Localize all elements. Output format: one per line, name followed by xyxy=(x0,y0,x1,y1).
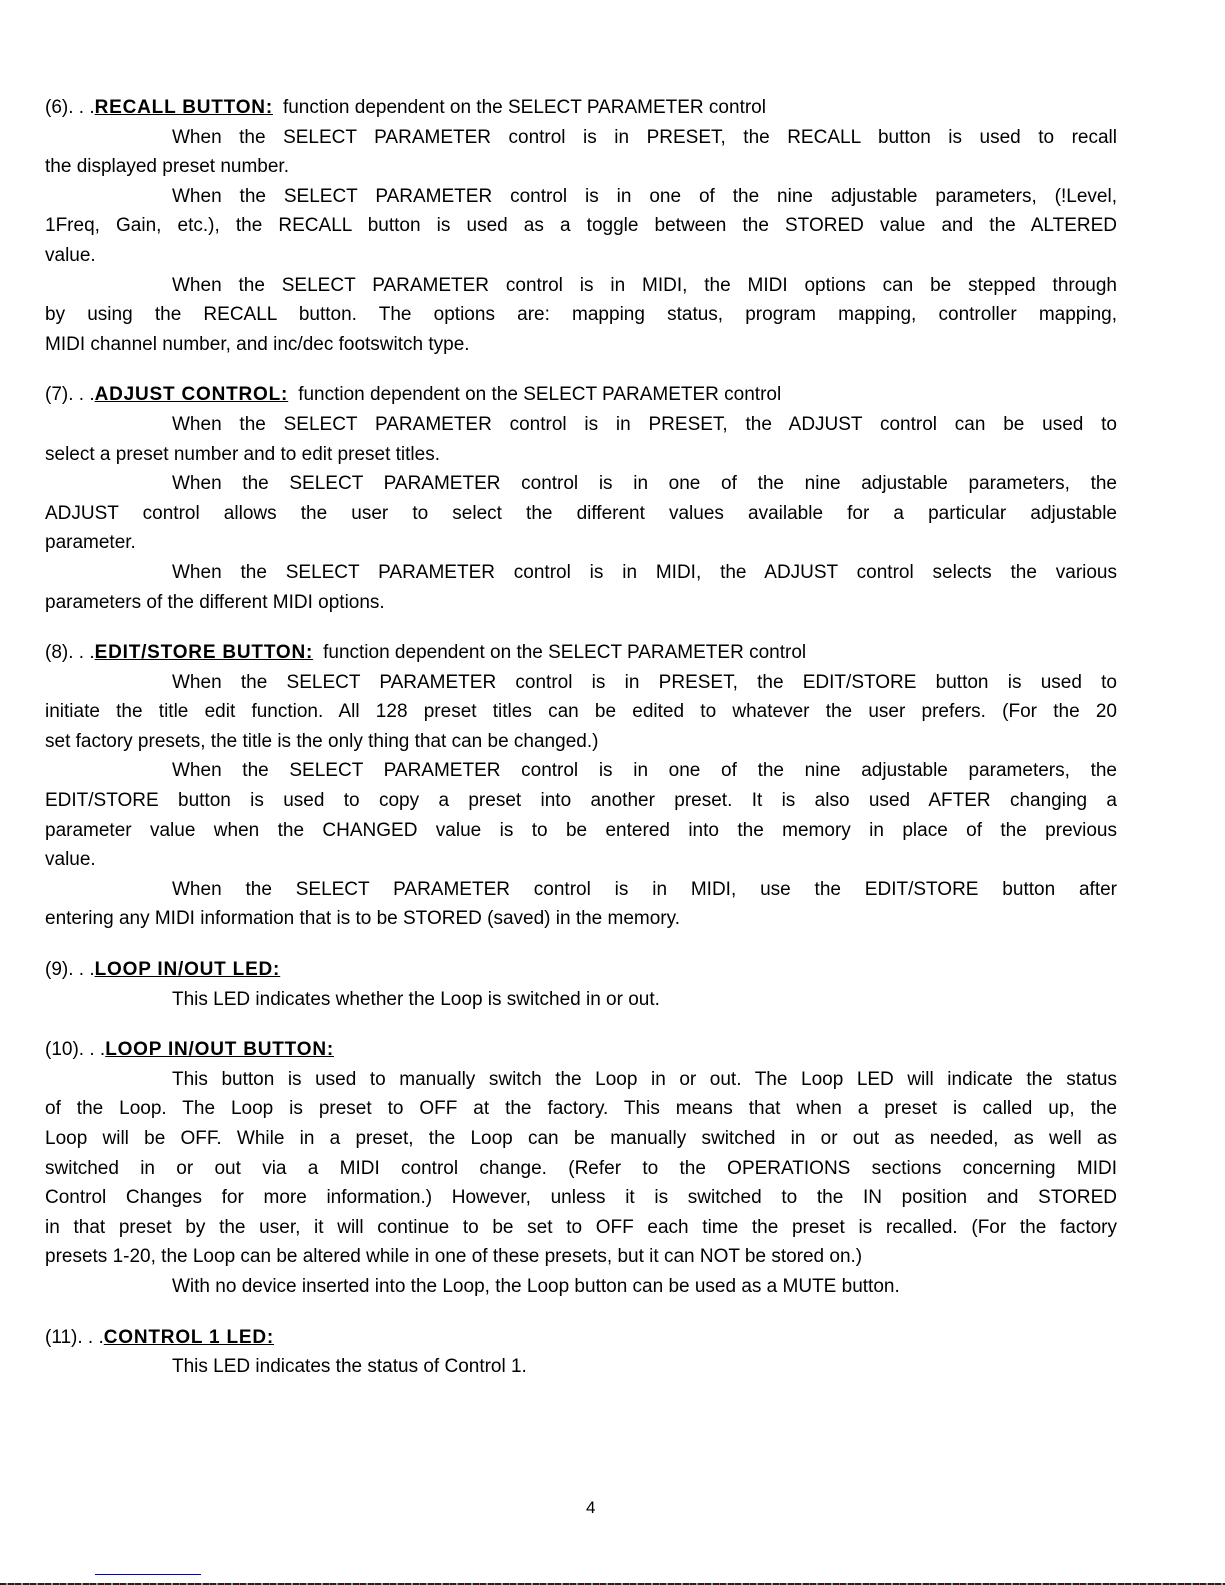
text-line: When the SELECT PARAMETER control is in one of the nine adjustable parameters, the xyxy=(172,760,1117,782)
text-line: When the SELECT PARAMETER control is in PRESET, the EDIT/STORE button is used to xyxy=(172,671,1117,693)
text-line: When the SELECT PARAMETER control is in PRESET, the ADJUST control can be used to xyxy=(172,413,1117,435)
text-line: When the SELECT PARAMETER control is in one of the nine adjustable parameters, (!Level, xyxy=(172,185,1117,207)
text-line: When the SELECT PARAMETER control is in MIDI, the ADJUST control selects the various xyxy=(172,561,1117,583)
section xyxy=(45,1323,1117,1382)
text-line: With no device inserted into the Loop, the Loop button can be used as a MUTE button. xyxy=(172,1275,900,1297)
text-line: 1Freq, Gain, etc.), the RECALL button is used as a toggle between the STORED value and the ALTERED xyxy=(45,215,1117,237)
section-heading xyxy=(45,93,1117,123)
text-line: ADJUST control allows the user to select the different values available for a particular adjustable xyxy=(45,502,1117,524)
text-line: This LED indicates the status of Control 1. xyxy=(172,1356,527,1378)
text-line: presets 1-20, the Loop can be altered while in one of these presets, but it can NOT be stored on.) xyxy=(45,1246,863,1268)
text-line: When the SELECT PARAMETER control is in MIDI, the MIDI options can be stepped through xyxy=(172,274,1117,296)
page-number: 4 xyxy=(586,1498,596,1517)
section xyxy=(45,380,1117,617)
section xyxy=(45,93,1117,359)
text-line: the displayed preset number. xyxy=(45,156,289,178)
paragraph xyxy=(45,469,1117,558)
section-subtitle: function dependent on the SELECT PARAMETER control xyxy=(323,642,807,664)
paragraph xyxy=(45,1272,1117,1302)
section-title: EDIT/STORE BUTTON: xyxy=(94,642,314,664)
text-line: set factory presets, the title is the only thing that can be changed.) xyxy=(45,730,599,752)
section xyxy=(45,638,1117,934)
paragraph xyxy=(45,756,1117,874)
link-underline xyxy=(95,1574,201,1575)
paragraph xyxy=(45,875,1117,934)
section-number: (10). . . xyxy=(45,1039,106,1061)
text-line: This LED indicates whether the Loop is switched in or out. xyxy=(172,988,660,1010)
text-line: of the Loop. The Loop is preset to OFF at the factory. This means that when a preset is called up, the xyxy=(45,1098,1117,1120)
paragraph xyxy=(45,182,1117,271)
section-title: CONTROL 1 LED: xyxy=(103,1326,275,1348)
section-number: (8). . . xyxy=(45,642,95,664)
text-line: initiate the title edit function. All 128 preset titles can be edited to whatever the user prefers. (For the 20 xyxy=(45,701,1117,723)
section-heading xyxy=(45,955,1117,985)
text-line: parameters of the different MIDI options. xyxy=(45,591,385,613)
text-line: select a preset number and to edit preset titles. xyxy=(45,443,440,465)
section xyxy=(45,955,1117,1014)
text-line: entering any MIDI information that is to be STORED (saved) in the memory. xyxy=(45,908,680,930)
text-line: parameter value when the CHANGED value is to be entered into the memory in place of the previous xyxy=(45,819,1117,841)
text-line: When the SELECT PARAMETER control is in one of the nine adjustable parameters, the xyxy=(172,473,1117,495)
section-heading xyxy=(45,638,1117,668)
section-title: ADJUST CONTROL: xyxy=(94,384,289,406)
section-heading xyxy=(45,380,1117,410)
document-body xyxy=(45,93,1117,1403)
text-line: switched in or out via a MIDI control change. (Refer to the OPERATIONS sections concerning MIDI xyxy=(45,1157,1117,1179)
text-line: Control Changes for more information.) However, unless it is switched to the IN position and STORED xyxy=(45,1187,1117,1209)
section-heading xyxy=(45,1323,1117,1353)
text-line: parameter. xyxy=(45,532,136,554)
section-subtitle: function dependent on the SELECT PARAMETER control xyxy=(282,97,766,118)
section xyxy=(45,1035,1117,1301)
section-subtitle: function dependent on the SELECT PARAMETER control xyxy=(298,384,782,406)
text-line: Loop will be OFF. While in a preset, the Loop can be manually switched in or out as needed, as well as xyxy=(45,1128,1117,1149)
section-title: LOOP IN/OUT BUTTON: xyxy=(105,1039,334,1061)
text-line: This button is used to manually switch the Loop in or out. The Loop LED will indicate the status xyxy=(172,1068,1117,1090)
text-line: in that preset by the user, it will continue to be set to OFF each time the preset is recalled. (For the factory xyxy=(45,1216,1117,1238)
text-line: value. xyxy=(45,244,96,266)
paragraph xyxy=(45,668,1117,757)
text-line: When the SELECT PARAMETER control is in PRESET, the RECALL button is used to recall xyxy=(172,126,1117,148)
text-line: by using the RECALL button. The options are: mapping status, program mapping, controller mapping, xyxy=(45,304,1117,326)
section-number: (6). . . xyxy=(45,97,95,118)
paragraph xyxy=(45,1065,1117,1272)
section-number: (11). . . xyxy=(45,1326,104,1348)
section-title: LOOP IN/OUT LED: xyxy=(94,959,281,981)
paragraph xyxy=(45,1352,1117,1382)
paragraph xyxy=(45,985,1117,1015)
paragraph xyxy=(45,410,1117,469)
text-line: When the SELECT PARAMETER control is in MIDI, use the EDIT/STORE button after xyxy=(172,878,1117,900)
section-heading xyxy=(45,1035,1117,1065)
paragraph xyxy=(45,123,1117,182)
text-line: MIDI channel number, and inc/dec footswitch type. xyxy=(45,333,470,355)
section-number: (7). . . xyxy=(45,384,95,406)
paragraph xyxy=(45,558,1117,617)
section-number: (9). . . xyxy=(45,959,95,981)
paragraph xyxy=(45,271,1117,360)
section-title: RECALL BUTTON: xyxy=(94,97,273,118)
text-line: value. xyxy=(45,849,96,871)
text-line: EDIT/STORE button is used to copy a preset into another preset. It is also used AFTER changing a xyxy=(45,790,1117,812)
